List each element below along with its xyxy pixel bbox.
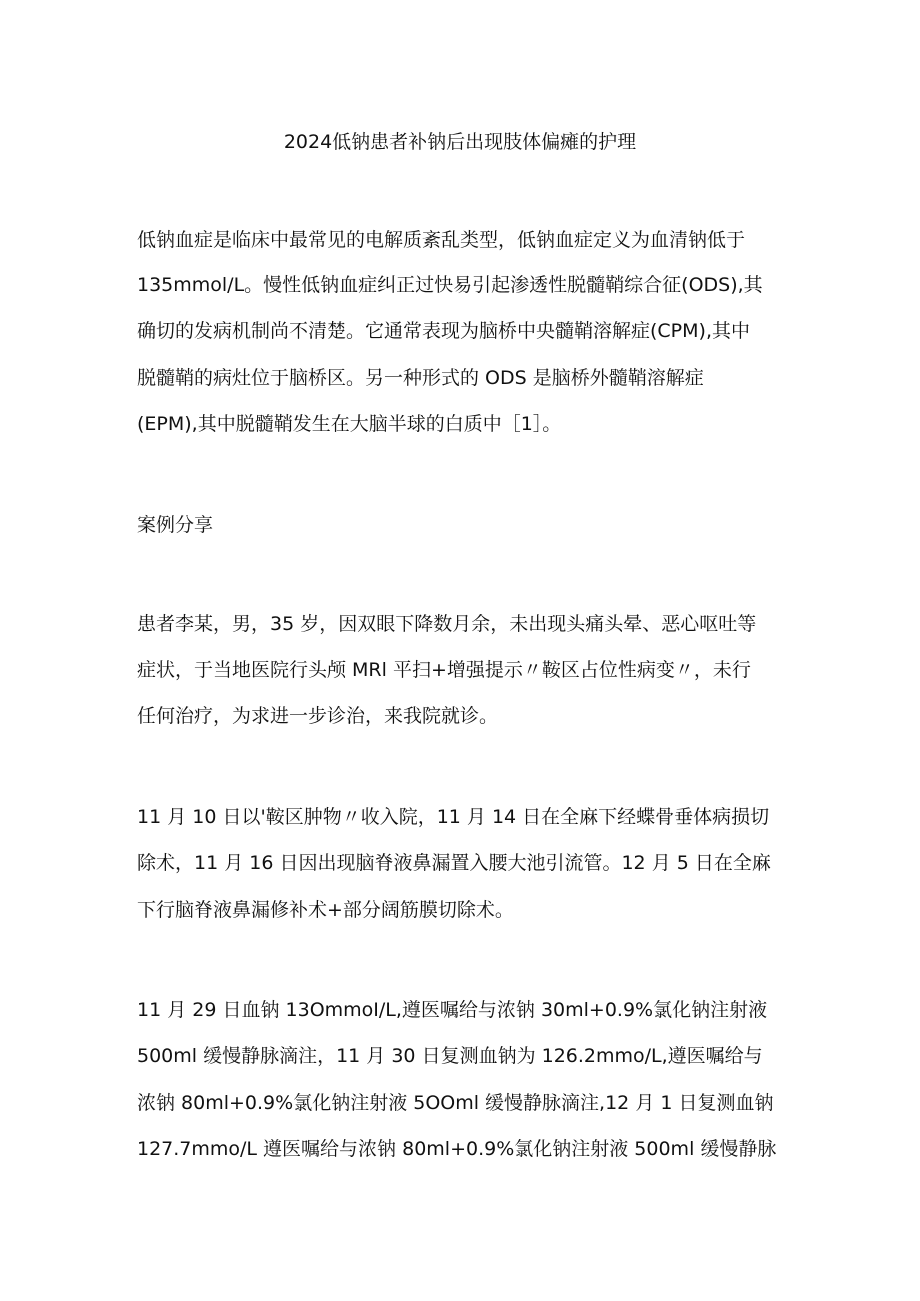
case-line: 500ml 缓慢静脉滴注，11 月 30 日复测血钠为 126.2mmo/L,遵医嘱给与 [137,1045,763,1067]
document-title: 2024低钠患者补钠后出现肢体偏瘫的护理 [283,131,637,153]
case-line: 下行脑脊液鼻漏修补术+部分阔筋膜切除术。 [137,899,514,921]
intro-line: 135mmol/L。慢性低钠血症纠正过快易引起渗透性脱髓鞘综合征(ODS),其 [137,274,763,296]
section-heading: 案例分享 [137,514,214,536]
case-line: 患者李某，男，35 岁，因双眼下降数月余，未出现头痛头晕、恶心呕吐等 [137,613,757,635]
intro-line: 脱髓鞘的病灶位于脑桥区。另一种形式的 ODS 是脑桥外髓鞘溶解症 [137,367,704,389]
case-line: 11 月 29 日血钠 13OmmoI/L,遵医嘱给与浓钠 30ml+0.9%氯化钠注射液 [137,999,768,1021]
case-line: 除术，11 月 16 日因出现脑脊液鼻漏置入腰大池引流管。12 月 5 日在全麻 [137,852,771,874]
case-line: 症状，于当地医院行头颅 MRl 平扫+增强提示〃鞍区占位性病变〃，未行 [137,659,751,681]
case-line: 浓钠 80ml+0.9%氯化钠注射液 5OOml 缓慢静脉滴注,12 月 1 日复测血钠 [137,1092,774,1114]
case-line: 任何治疗，为求进一步诊治，来我院就诊。 [137,705,499,727]
intro-line: 确切的发病机制尚不清楚。它通常表现为脑桥中央髓鞘溶解症(CPM),其中 [137,320,750,342]
case-line: 11 月 10 日以'鞍区肿物〃收入院，11 月 14 日在全麻下经蝶骨垂体病损切 [137,806,770,828]
intro-line: 低钠血症是临床中最常见的电解质紊乱类型，低钠血症定义为血清钠低于 [137,229,746,251]
case-line: 127.7mmo/L 遵医嘱给与浓钠 80ml+0.9%氯化钠注射液 500ml 缓慢静脉 [137,1138,777,1160]
intro-line: (EPM),其中脱髓鞘发生在大脑半球的白质中［1］。 [137,413,562,435]
